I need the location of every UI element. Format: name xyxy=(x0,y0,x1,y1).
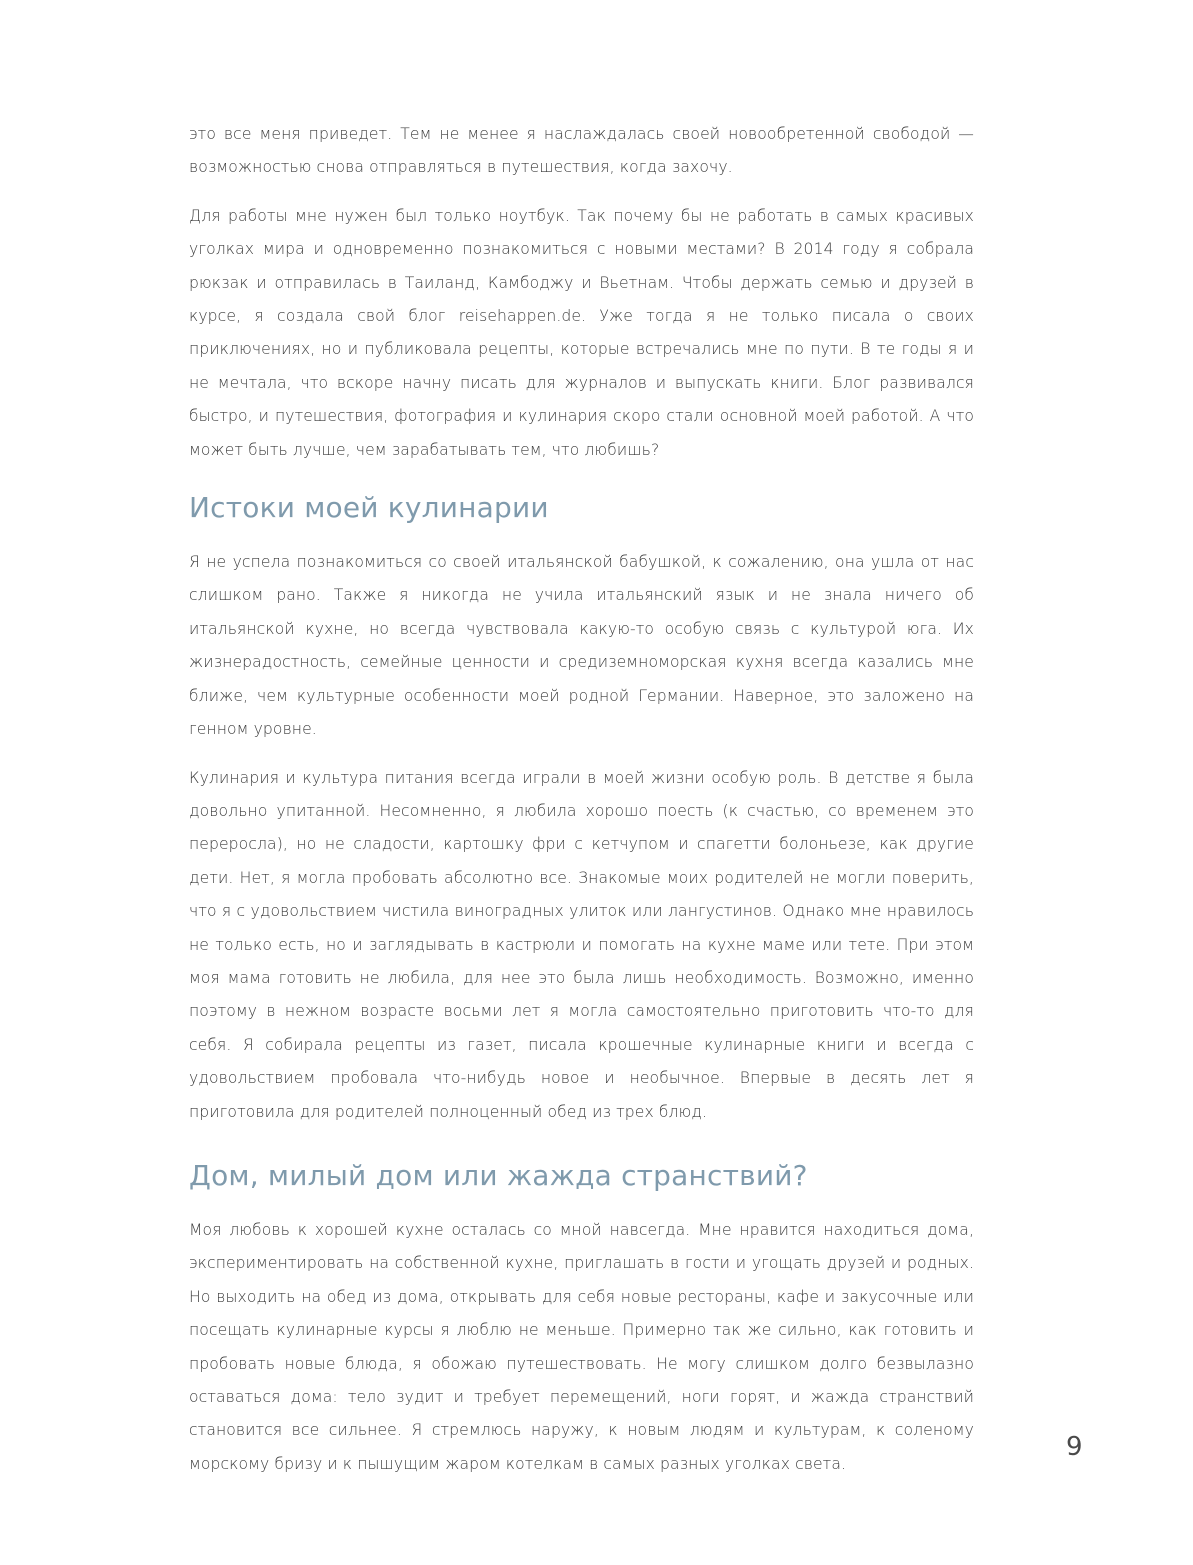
page-number: 9 xyxy=(1066,1432,1083,1462)
section-heading-culinary-origins: Истоки моей кулинарии xyxy=(189,491,549,525)
paragraph-childhood-cooking: Кулинария и культура питания всегда играли в моей жизни особую роль. В детстве я была довольно упитанной. Несомненно, я любила хорошо поесть (к счастью, со временем это переросла), но не сладости, картошку фри с кетчупом и спагетти болоньезе, как другие дети. Нет, я могла пробовать абсолютно все. Знакомые моих родителей не могли поверить, что я с удовольствием чистила виноградных улиток или лангустинов. Однако мне нравилось не только есть, но и заглядывать в кастрюли и помогать на кухне маме или тете. При этом моя мама готовить не любила, для нее это была лишь необходимость. Возможно, именно поэтому в нежном возрасте восьми лет я могла самостоятельно приготовить что-то для себя. Я собирала рецепты из газет, писала крошечные кулинарные книги и всегда с удовольствием пробовала что-нибудь новое и необычное. Впервые в десять лет я приготовила для родителей полноценный обед из трех блюд. xyxy=(189,768,974,1121)
paragraph-italian-roots: Я не успела познакомиться со своей итальянской бабушкой, к сожалению, она ушла от нас слишком рано. Также я никогда не учила итальянский язык и не знала ничего об итальянской кухне, но всегда чувствовала какую-то особую связь с культурой юга. Их жизнерадостность, семейные ценности и средиземноморская кухня всегда казались мне ближе, чем культурные особенности моей родной Германии. Наверное, это заложено на генном уровне. xyxy=(189,553,974,739)
section-heading-home-or-wanderlust: Дом, милый дом или жажда странствий? xyxy=(189,1158,808,1192)
paragraph-love-of-cooking-and-travel: Моя любовь к хорошей кухне осталась со мной навсегда. Мне нравится находиться дома, экспериментировать на собственной кухне, приглашать в гости и угощать друзей и родных. Но выходить на обед из дома, открывать для себя новые рестораны, кафе и закусочные или посещать кулинарные курсы я люблю не меньше. Примерно так же сильно, как готовить и пробовать новые блюда, я обожаю путешествовать. Не могу слишком долго безвылазно оставаться дома: тело зудит и требует перемещений, ноги горят, и жажда странствий становится все сильнее. Я стремлюсь наружу, к новым людям и культурам, к соленому морскому бризу и к пышущим жаром котелкам в самых разных уголках света. xyxy=(189,1220,974,1473)
paragraph-travel-blog: Для работы мне нужен был только ноутбук. Так почему бы не работать в самых красивых уголках мира и одновременно познакомиться с новыми местами? В 2014 году я собрала рюкзак и отправилась в Таиланд, Камбоджу и Вьетнам. Чтобы держать семью и друзей в курсе, я создала свой блог reisehappen.de. Уже тогда я не только писала о своих приключениях, но и публиковала рецепты, которые встречались мне по пути. В те годы я и не мечтала, что вскоре начну писать для журналов и выпускать книги. Блог развивался быстро, и путешествия, фотография и кулинария скоро стали основной моей работой. А что может быть лучше, чем зарабатывать тем, что любишь? xyxy=(189,206,974,459)
paragraph-intro-continued: это все меня приведет. Тем не менее я наслаждалась своей новообретенной свободой — возможностью снова отправляться в путешествия, когда захочу. xyxy=(189,125,974,177)
page-content xyxy=(189,118,974,1481)
